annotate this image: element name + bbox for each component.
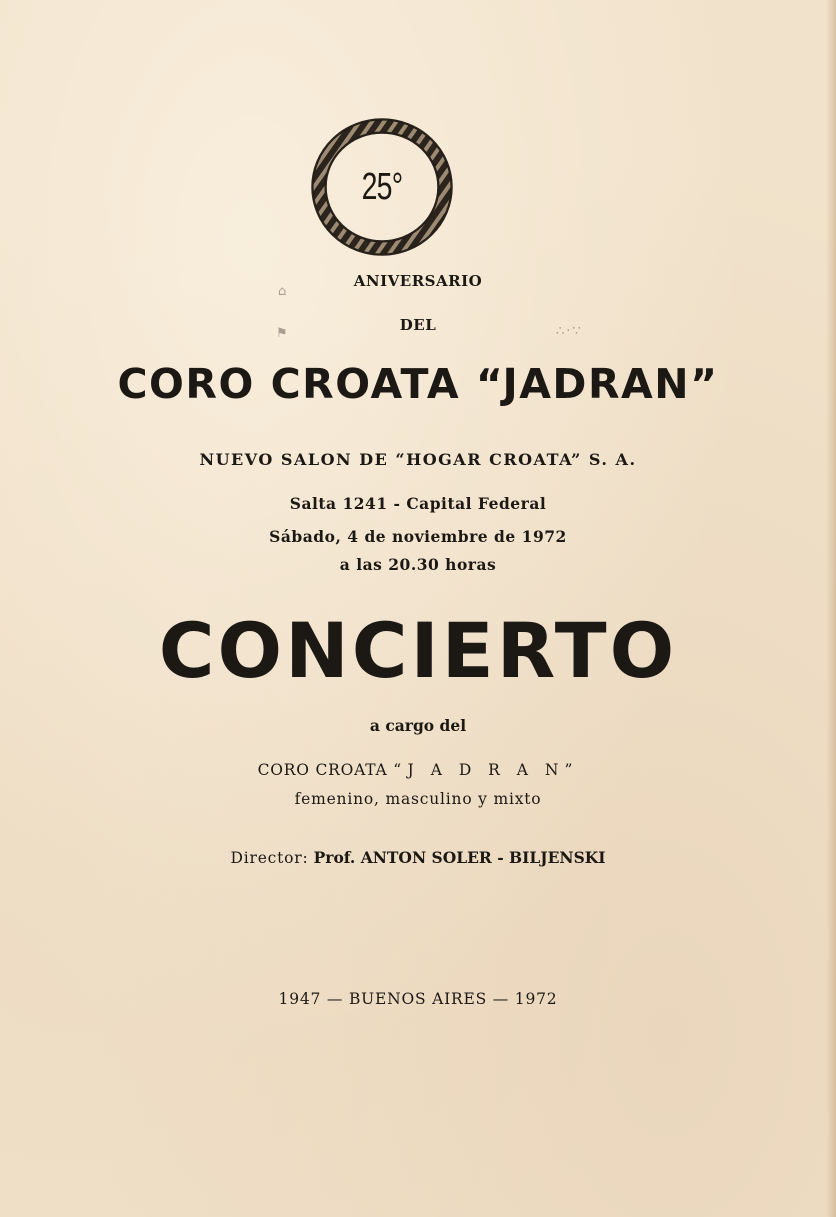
director-label: Director: xyxy=(230,849,309,867)
footer-years: 1947 — BUENOS AIRES — 1972 xyxy=(278,990,558,1008)
anniversary-seal xyxy=(311,118,453,256)
concert-by: a cargo del xyxy=(369,716,467,735)
concert-title: CONCIERTO xyxy=(158,606,678,695)
venue-address: Salta 1241 - Capital Federal xyxy=(289,494,547,513)
choir-title: CORO CROATA “JADRAN” xyxy=(117,360,719,408)
heading-del: DEL xyxy=(399,316,437,334)
director-name: Prof. ANTON SOLER - BILJENSKI xyxy=(313,848,606,867)
choir-line xyxy=(0,761,836,779)
choir-prefix: CORO CROATA xyxy=(257,761,388,779)
seal-number: 25° xyxy=(361,166,403,208)
faint-stamp-mark: ∴·∵ xyxy=(556,324,583,339)
choir-sections: femenino, masculino y mixto xyxy=(294,790,542,808)
venue-name: NUEVO SALON DE “HOGAR CROATA” S. A. xyxy=(199,450,637,469)
choir-name-spaced: “J A D R A N” xyxy=(393,761,579,779)
faint-stamp-mark: ⚑ xyxy=(276,326,288,341)
event-time: a las 20.30 horas xyxy=(339,555,497,574)
heading-aniversario: ANIVERSARIO xyxy=(353,272,483,290)
faint-stamp-mark: ⌂ xyxy=(278,284,287,299)
event-date: Sábado, 4 de noviembre de 1972 xyxy=(269,527,567,546)
director-line xyxy=(0,848,836,867)
